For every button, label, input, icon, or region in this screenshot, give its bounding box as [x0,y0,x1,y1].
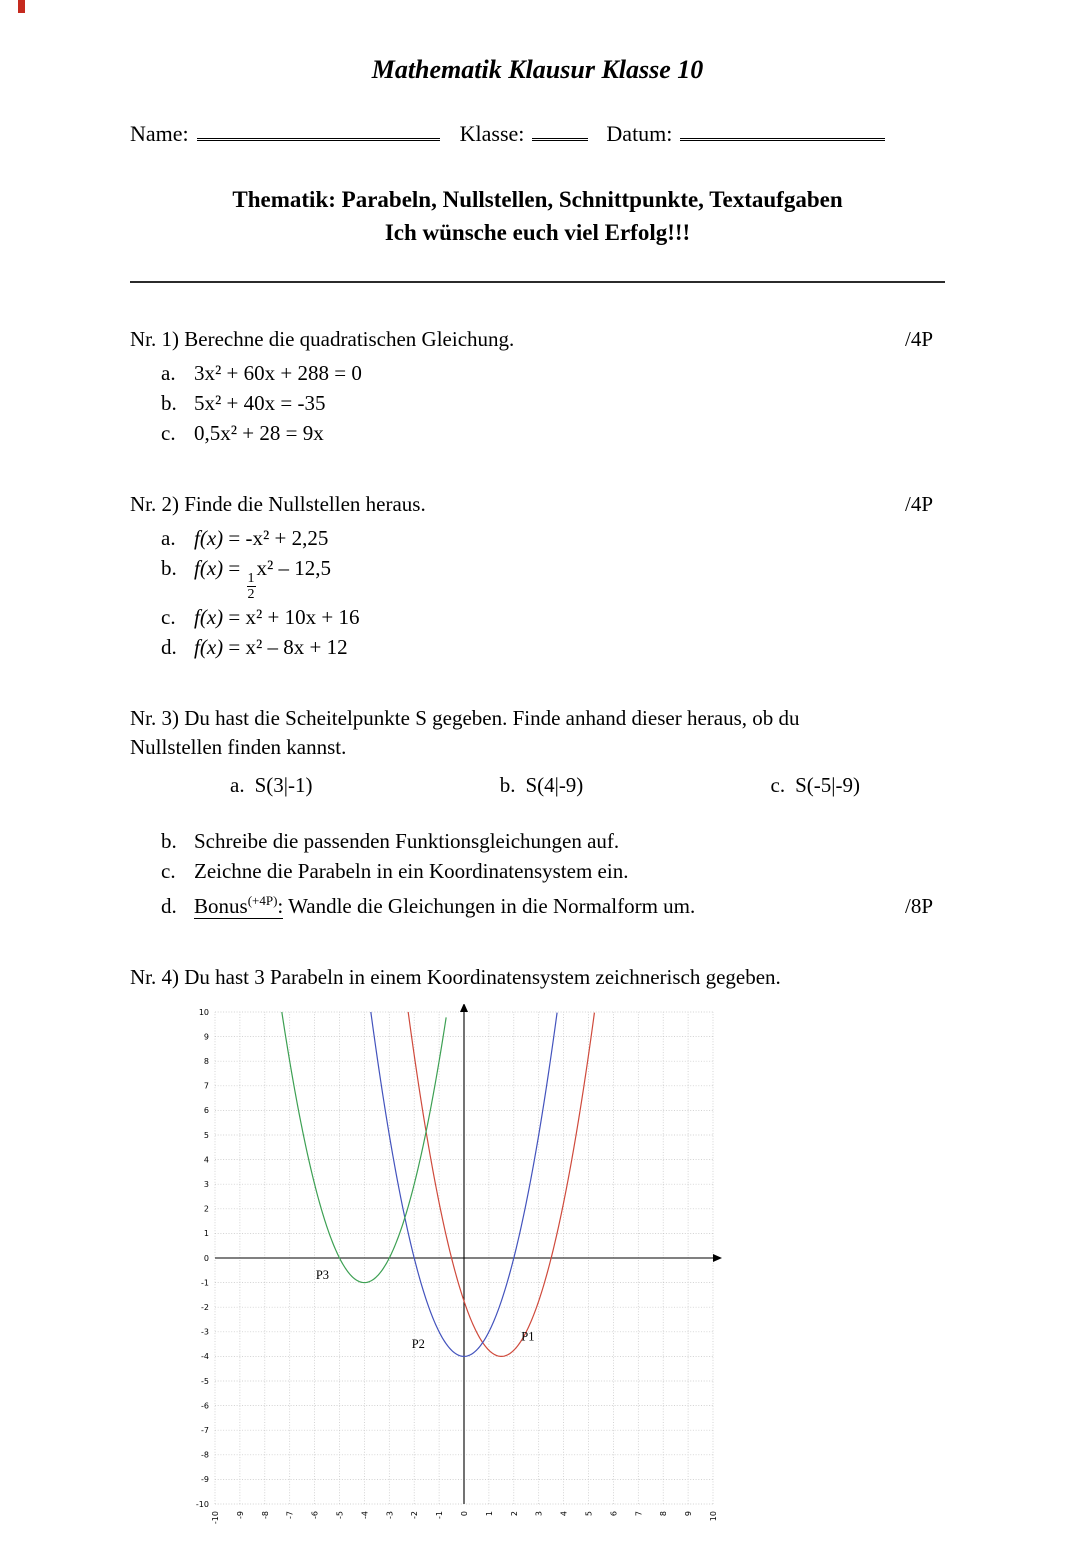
item-text: Schreibe die passenden Funktionsgleichungen auf. [194,829,620,854]
fx-symbol: f(x) [194,556,224,580]
parabolas-chart-svg [185,1004,727,1550]
datum-blank-line [680,119,885,141]
item-label: c. [161,421,176,445]
bonus-word-text: Bonus [194,894,248,919]
task1-heading: Nr. 1) Berechne die quadratischen Gleichung. [130,327,515,351]
coordinate-system-chart [185,1004,945,1556]
svg-text:-8: -8 [260,1511,270,1520]
equals-sign: = [223,556,246,580]
item-label: b. [161,556,177,580]
task2-item-a [161,523,945,553]
task1-item-a [161,358,945,388]
thematik-heading [130,183,945,249]
task2-points: /4P [904,492,933,516]
svg-text:6: 6 [203,1106,209,1116]
svg-text:10: 10 [709,1511,718,1522]
item-label: a. [161,361,176,385]
item-expression: 5x² + 40x = -35 [194,391,326,415]
svg-text:3: 3 [203,1180,209,1190]
section-divider [130,281,945,283]
svg-text:2: 2 [203,1204,209,1214]
scheitelpunkt-c [771,770,860,800]
bonus-colon: : [277,894,284,919]
svg-text:4: 4 [203,1155,209,1165]
svg-text:-10: -10 [211,1511,220,1525]
svg-text:-6: -6 [310,1511,320,1520]
header-fill-row [130,119,945,147]
task2-item-d [161,632,945,662]
item-label: b. [499,773,516,798]
bonus-text [194,886,695,921]
scheitelpunkte-row [230,770,860,800]
svg-text:-2: -2 [410,1511,420,1520]
svg-text:7: 7 [634,1511,644,1517]
svg-text:1: 1 [203,1229,209,1239]
bonus-sup-points: (+4P) [247,893,278,909]
item-label: c. [161,859,176,884]
svg-text:-6: -6 [201,1401,209,1411]
item-label: d. [161,635,177,660]
svg-text:P3: P3 [315,1268,330,1283]
task1-item-b [161,388,945,418]
svg-text:-9: -9 [235,1511,245,1520]
fx-symbol: f(x) [194,526,224,550]
svg-text:-5: -5 [201,1377,209,1387]
scheitelpunkt-value: S(-5|-9) [795,773,860,798]
scheitelpunkt-a [230,770,312,800]
svg-text:0: 0 [203,1254,209,1264]
svg-text:-1: -1 [201,1278,209,1288]
svg-text:4: 4 [559,1511,569,1517]
bonus-word [194,894,283,919]
svg-text:1: 1 [484,1511,494,1517]
item-label: a. [230,773,245,798]
item-expression [194,632,348,662]
item-text: Zeichne die Parabeln in ein Koordinatensystem ein. [194,859,629,884]
svg-text:8: 8 [203,1057,209,1067]
scheitelpunkt-b [500,770,584,800]
wish-line: Ich wünsche euch viel Erfolg!!! [384,220,691,245]
svg-text:-3: -3 [201,1327,209,1337]
fx-symbol: f(x) [194,605,224,630]
task2-item-c [161,602,945,632]
svg-text:9: 9 [684,1511,694,1517]
svg-text:9: 9 [203,1032,209,1042]
task3-bonus-points: /8P [904,894,933,919]
bonus-instruction: Wandle die Gleichungen in die Normalform um. [283,894,696,919]
thematik-line: Thematik: Parabeln, Nullstellen, Schnittpunkte, Textaufgaben [232,187,843,212]
item-expression [194,553,331,602]
task2-item-b [161,553,945,602]
task3-item-c [161,856,945,886]
svg-text:-5: -5 [335,1511,345,1520]
expression-body: x² + 10x + 16 [245,605,360,630]
svg-text:7: 7 [203,1081,209,1091]
task1-item-c [161,418,945,448]
svg-text:-4: -4 [201,1352,209,1362]
expression-body: x² – 8x + 12 [245,635,348,660]
task-4 [130,963,945,1556]
scheitelpunkt-value: S(3|-1) [254,773,313,798]
svg-text:3: 3 [534,1511,544,1517]
svg-text:-1: -1 [435,1511,445,1520]
svg-text:-7: -7 [201,1426,209,1436]
svg-text:8: 8 [659,1511,669,1517]
item-label: c. [770,773,786,798]
svg-text:5: 5 [203,1131,209,1141]
svg-text:0: 0 [460,1511,469,1517]
svg-text:P1: P1 [521,1329,535,1344]
svg-text:10: 10 [198,1008,209,1018]
task3-item-d-bonus [161,886,945,921]
svg-text:2: 2 [509,1511,519,1517]
task-1 [130,325,945,448]
page-title: Mathematik Klausur Klasse 10 [371,55,704,84]
svg-text:-9: -9 [201,1475,209,1485]
svg-text:-2: -2 [201,1303,209,1313]
fraction-numerator: 1 [247,571,255,586]
scan-artifact [18,0,25,13]
name-blank-line [197,119,440,141]
task3-heading: Nr. 3) Du hast die Scheitelpunkte S gegeben. Finde anhand dieser heraus, ob du Nullstellen finden kannst. [130,706,800,760]
equals-sign: = [223,526,246,550]
task1-points: /4P [904,327,933,351]
fx-symbol: f(x) [194,635,224,660]
equals-sign: = [223,635,246,660]
fraction-denominator: 2 [247,587,255,603]
scheitelpunkt-value: S(4|-9) [525,773,584,798]
item-label: a. [161,526,176,550]
name-label: Name: [130,121,189,146]
item-label: b. [161,391,177,415]
task4-heading: Nr. 4) Du hast 3 Parabeln in einem Koordinatensystem zeichnerisch gegeben. [130,965,781,990]
item-label: c. [161,605,176,630]
svg-text:5: 5 [584,1511,594,1517]
task2-heading: Nr. 2) Finde die Nullstellen heraus. [130,492,426,516]
task-3 [130,704,945,921]
klasse-blank-line [532,119,588,141]
svg-text:6: 6 [609,1511,619,1517]
svg-text:-8: -8 [201,1450,209,1460]
fraction-one-half [247,571,256,602]
equals-sign: = [223,605,246,630]
svg-text:-4: -4 [360,1511,370,1520]
item-expression: 3x² + 60x + 288 = 0 [194,361,362,385]
item-label: d. [161,894,177,919]
klasse-label: Klasse: [459,121,525,146]
item-label: b. [161,829,177,854]
svg-text:-3: -3 [385,1511,395,1520]
expression-body: -x² + 2,25 [245,526,329,550]
task3-item-b [161,826,945,856]
expression-body: x² – 12,5 [256,556,332,580]
svg-text:-7: -7 [285,1511,295,1520]
item-expression: 0,5x² + 28 = 9x [194,421,324,445]
task-2 [130,490,945,662]
datum-label: Datum: [606,121,673,146]
item-expression [194,602,359,632]
svg-text:P2: P2 [411,1337,425,1352]
item-expression [194,523,328,553]
svg-text:-10: -10 [195,1500,209,1510]
